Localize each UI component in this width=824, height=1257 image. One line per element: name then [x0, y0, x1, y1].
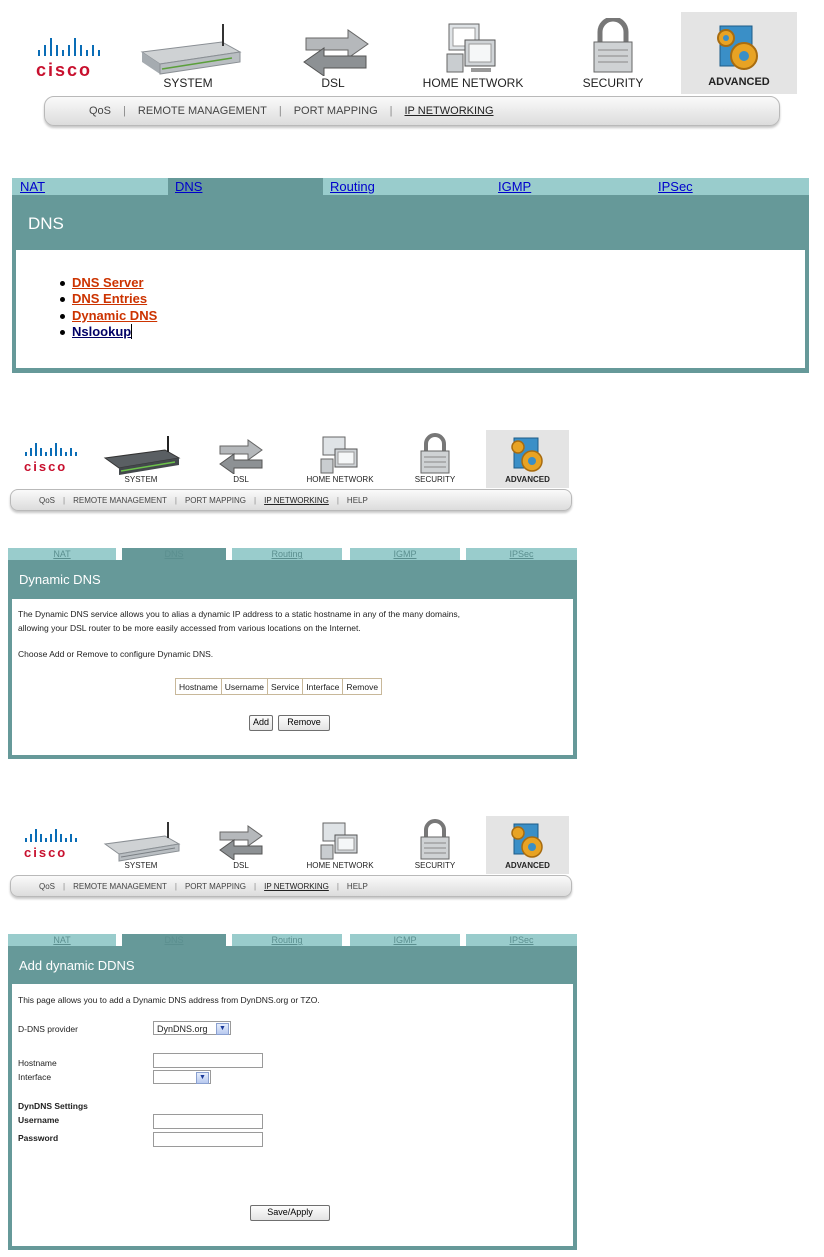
subnav-remote-management[interactable]: REMOTE MANAGEMENT — [137, 105, 267, 117]
username-label: Username — [18, 1115, 60, 1125]
col-service: Service — [267, 679, 302, 695]
subnav-ip-networking[interactable]: IP NETWORKING — [264, 495, 329, 505]
remove-button[interactable]: Remove — [278, 715, 330, 731]
dynamic-dns-content — [12, 599, 573, 755]
router-icon — [132, 22, 244, 78]
nav-advanced[interactable]: ADVANCED — [486, 430, 569, 488]
link-nslookup[interactable]: Nslookup — [72, 323, 132, 339]
nav-home-network[interactable]: HOME NETWORK — [292, 430, 388, 488]
dns-link-list — [72, 275, 157, 340]
dynamic-dns-panel — [8, 547, 577, 759]
subnav-port-mapping[interactable]: PORT MAPPING — [184, 881, 247, 891]
save-apply-button[interactable]: Save/Apply — [250, 1205, 330, 1221]
header-small-2 — [10, 816, 575, 898]
page-title: Dynamic DNS — [19, 572, 101, 587]
tab-nat[interactable]: NAT — [20, 179, 46, 194]
nav-system[interactable]: SYSTEM — [96, 430, 186, 488]
list-item — [72, 291, 157, 307]
dsl-arrows-icon — [214, 438, 268, 474]
dsl-arrows-icon — [214, 824, 268, 860]
hostname-input[interactable] — [153, 1053, 263, 1068]
page-title: Add dynamic DDNS — [19, 958, 135, 973]
header-small-1 — [10, 430, 575, 512]
subnav-qos[interactable]: QoS — [39, 881, 56, 891]
link-dns-server[interactable]: DNS Server — [72, 275, 144, 290]
gears-icon — [508, 821, 548, 861]
computer-icon — [319, 433, 361, 475]
tab-routing[interactable]: Routing — [330, 179, 375, 194]
col-hostname: Hostname — [176, 679, 222, 695]
subnav-port-mapping[interactable]: PORT MAPPING — [293, 105, 378, 117]
tab-igmp[interactable]: IGMP — [350, 548, 460, 560]
description-line-2: allowing your DSL router to be more easily accessed from various locations on the Internet. — [18, 623, 361, 633]
page-title: DNS — [28, 214, 64, 233]
tab-ipsec[interactable]: IPSec — [658, 179, 693, 194]
lock-icon — [590, 18, 636, 74]
subnav-help[interactable]: HELP — [346, 881, 368, 891]
col-interface: Interface — [303, 679, 343, 695]
username-input[interactable] — [153, 1114, 263, 1129]
dyndns-settings-heading: DynDNS Settings — [18, 1101, 88, 1111]
nav-dsl[interactable]: DSL — [206, 816, 276, 874]
list-item — [72, 275, 157, 291]
header-large — [28, 12, 803, 130]
add-ddns-content — [12, 984, 573, 1246]
tab-dns[interactable]: DNS — [122, 934, 226, 946]
tab-igmp[interactable]: IGMP — [498, 179, 532, 194]
chevron-down-icon: ▼ — [196, 1072, 209, 1084]
nav-security[interactable]: SECURITY — [558, 12, 668, 94]
nav-system[interactable]: SYSTEM — [128, 12, 248, 94]
lock-icon — [418, 433, 452, 475]
col-username: Username — [221, 679, 267, 695]
subnav-ip-networking[interactable]: IP NETWORKING — [264, 881, 329, 891]
computer-icon — [443, 18, 503, 76]
list-item — [72, 324, 157, 340]
instruction-text: Choose Add or Remove to configure Dynamic DNS. — [18, 649, 214, 659]
cisco-logo: cisco — [36, 36, 106, 78]
tab-igmp[interactable]: IGMP — [350, 934, 460, 946]
subnav-bar: QoS | REMOTE MANAGEMENT | PORT MAPPING | IP NETWORKING | HELP — [10, 875, 572, 897]
tab-routing[interactable]: Routing — [232, 548, 342, 560]
col-remove: Remove — [343, 679, 382, 695]
tab-nat[interactable]: NAT — [8, 934, 116, 946]
dns-links-content — [16, 250, 805, 368]
password-label: Password — [18, 1133, 59, 1143]
nav-security[interactable]: SECURITY — [400, 816, 470, 874]
gears-icon — [712, 22, 766, 76]
dns-panel — [12, 178, 809, 373]
chevron-down-icon: ▼ — [216, 1023, 229, 1035]
description-text: This page allows you to add a Dynamic DNS address from DynDNS.org or TZO. — [18, 995, 320, 1005]
nav-advanced[interactable]: ADVANCED — [681, 12, 797, 94]
link-dns-entries[interactable]: DNS Entries — [72, 291, 148, 307]
subnav-bar: QoS | REMOTE MANAGEMENT | PORT MAPPING | IP NETWORKING — [44, 96, 780, 126]
tab-routing[interactable]: Routing — [232, 934, 342, 946]
nav-home-network[interactable]: HOME NETWORK — [292, 816, 388, 874]
nav-advanced[interactable]: ADVANCED — [486, 816, 569, 874]
computer-icon — [319, 819, 361, 861]
provider-value: DynDNS.org — [157, 1024, 208, 1034]
lock-icon — [418, 819, 452, 861]
router-icon — [99, 820, 183, 864]
subnav-qos[interactable]: QoS — [89, 105, 112, 117]
nav-security[interactable]: SECURITY — [400, 430, 470, 488]
provider-label: D-DNS provider — [18, 1024, 78, 1034]
add-button[interactable]: Add — [249, 715, 273, 731]
tab-dns[interactable]: DNS — [122, 548, 226, 560]
interface-select[interactable] — [153, 1070, 211, 1084]
list-item — [72, 308, 157, 324]
tab-ipsec[interactable]: IPSec — [466, 548, 577, 560]
nav-home-network[interactable]: HOME NETWORK — [408, 12, 538, 94]
cisco-logo: cisco — [24, 442, 78, 476]
subnav-ip-networking[interactable]: IP NETWORKING — [404, 105, 494, 117]
tab-row — [12, 178, 809, 195]
subnav-qos[interactable]: QoS — [39, 495, 56, 505]
description-line-1: The Dynamic DNS service allows you to alias a dynamic IP address to a static hostname in any of the many domains, — [18, 609, 461, 619]
hostname-label: Hostname — [18, 1058, 57, 1068]
interface-label: Interface — [18, 1072, 52, 1082]
add-ddns-panel — [8, 933, 577, 1250]
subnav-help[interactable]: HELP — [346, 495, 368, 505]
table-header-row — [176, 679, 382, 695]
gears-icon — [508, 435, 548, 475]
subnav-remote-management[interactable]: REMOTE MANAGEMENT — [73, 495, 167, 505]
router-icon — [99, 434, 183, 478]
nav-dsl[interactable]: DSL — [278, 12, 388, 94]
tab-dns[interactable]: DNS — [168, 178, 323, 195]
provider-select[interactable] — [153, 1021, 231, 1035]
ddns-table — [175, 678, 382, 695]
link-dynamic-dns[interactable]: Dynamic DNS — [72, 307, 158, 323]
nav-dsl[interactable]: DSL — [206, 430, 276, 488]
subnav-bar: QoS | REMOTE MANAGEMENT | PORT MAPPING | IP NETWORKING | HELP — [10, 489, 572, 511]
password-input[interactable] — [153, 1132, 263, 1147]
tab-nat[interactable]: NAT — [8, 548, 116, 560]
subnav-port-mapping[interactable]: PORT MAPPING — [184, 495, 247, 505]
nav-system[interactable]: SYSTEM — [96, 816, 186, 874]
subnav-remote-management[interactable]: REMOTE MANAGEMENT — [73, 881, 167, 891]
cisco-logo: cisco — [24, 828, 78, 862]
dsl-arrows-icon — [296, 26, 376, 76]
tab-ipsec[interactable]: IPSec — [466, 934, 577, 946]
